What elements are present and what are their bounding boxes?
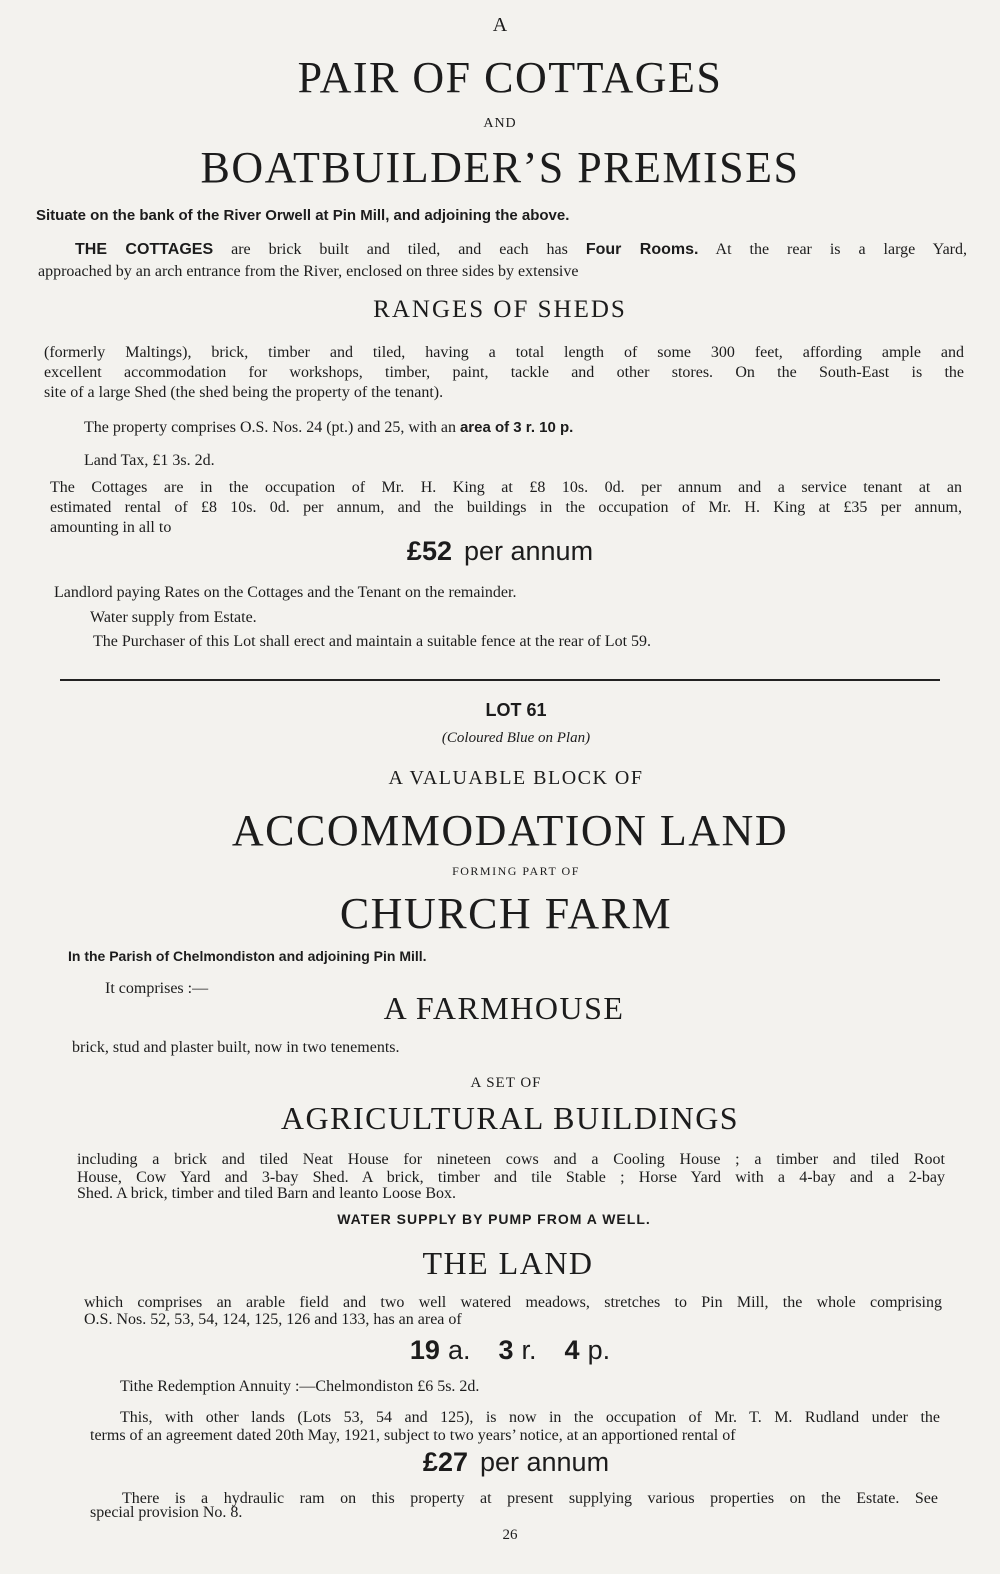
- heading-article: A: [492, 14, 508, 36]
- land-paragraph-line-1: which comprises an arable field and two well watered meadows, stretches to Pin Mill, the whole comprising: [84, 1294, 942, 1311]
- it-comprises: It comprises :—: [105, 980, 209, 997]
- ranges-paragraph-line-1: (formerly Maltings), brick, timber and tiled, having a total length of some 300 feet, affording ample and: [44, 344, 964, 361]
- heading-pair-of-cottages: PAIR OF COTTAGES: [297, 53, 723, 102]
- tithe-line: Tithe Redemption Annuity :—Chelmondiston £6 5s. 2d.: [120, 1378, 480, 1395]
- rudland-paragraph-line-1: This, with other lands (Lots 53, 54 and 125), is now in the occupation of Mr. T. M. Rudland under the: [120, 1409, 940, 1426]
- farmhouse-heading: A FARMHOUSE: [383, 990, 625, 1026]
- land-tax-line: Land Tax, £1 3s. 2d.: [84, 452, 215, 469]
- water-supply-line: WATER SUPPLY BY PUMP FROM A WELL.: [337, 1211, 651, 1227]
- situate-line: Situate on the bank of the River Orwell at Pin Mill, and adjoining the above.: [36, 207, 570, 224]
- water-line: Water supply from Estate.: [90, 609, 257, 626]
- ranges-paragraph-line-3: site of a large Shed (the shed being the property of the tenant).: [44, 384, 444, 401]
- farmhouse-description: brick, stud and plaster built, now in two tenements.: [72, 1039, 400, 1056]
- lot-number: LOT 61: [485, 700, 547, 720]
- occupation-paragraph-line-3: amounting in all to: [50, 519, 172, 536]
- agricultural-buildings-heading: AGRICULTURAL BUILDINGS: [280, 1100, 740, 1136]
- land-paragraph-line-2: O.S. Nos. 52, 53, 54, 124, 125, 126 and 133, has an area of: [84, 1311, 462, 1328]
- buildings-paragraph-line-1: including a brick and tiled Neat House for nineteen cows and a Cooling House ; a timber and tiled Root: [77, 1151, 945, 1168]
- page-number: 26: [502, 1527, 518, 1543]
- ranges-of-sheds-heading: RANGES OF SHEDS: [373, 296, 627, 323]
- accommodation-land-heading: ACCOMMODATION LAND: [231, 806, 789, 855]
- occupation-paragraph-line-2: estimated rental of £8 10s. 0d. per annum, and the buildings in the occupation of Mr. H. King at £35 per annum,: [50, 499, 962, 516]
- set-of-line: A SET OF: [470, 1075, 542, 1091]
- lot60-rent: £52 per annum: [406, 536, 594, 566]
- lot61-rent: £27 per annum: [422, 1447, 610, 1477]
- buildings-paragraph-line-3: Shed. A brick, timber and tiled Barn and leanto Loose Box.: [77, 1185, 457, 1202]
- landlord-line: Landlord paying Rates on the Cottages and the Tenant on the remainder.: [54, 584, 517, 601]
- occupation-paragraph-line-1: The Cottages are in the occupation of Mr. H. King at £8 10s. 0d. per annum and a service tenant at an: [50, 479, 962, 496]
- forming-part-of: FORMING PART OF: [452, 864, 580, 878]
- heading-boatbuilders-premises: BOATBUILDER’S PREMISES: [200, 143, 800, 192]
- cottages-paragraph-line-2: approached by an arch entrance from the River, enclosed on three sides by extensive: [38, 263, 579, 280]
- heading-and: AND: [483, 116, 517, 131]
- land-area: 19 a. 3 r. 4 p.: [409, 1335, 611, 1365]
- purchaser-line: The Purchaser of this Lot shall erect and maintain a suitable fence at the rear of Lot 59.: [93, 633, 652, 650]
- church-farm-heading: CHURCH FARM: [339, 889, 673, 938]
- buildings-paragraph-line-2: House, Cow Yard and 3-bay Shed. A brick, timber and tile Stable ; Horse Yard with a 4-bay and a 2-bay: [77, 1169, 945, 1186]
- the-land-heading: THE LAND: [422, 1245, 594, 1281]
- valuable-block-line: A VALUABLE BLOCK OF: [388, 767, 644, 789]
- parish-line: In the Parish of Chelmondiston and adjoining Pin Mill.: [68, 948, 427, 964]
- ranges-paragraph-line-2: excellent accommodation for workshops, timber, paint, tackle and other stores. On the South-East is the: [44, 364, 964, 381]
- property-line: The property comprises O.S. Nos. 24 (pt.) and 25, with an area of 3 r. 10 p.: [84, 419, 574, 436]
- ram-paragraph-line-1: There is a hydraulic ram on this property at present supplying various properties on the Estate. See: [122, 1490, 938, 1507]
- rudland-paragraph-line-2: terms of an agreement dated 20th May, 1921, subject to two years’ notice, at an apportioned rental of: [90, 1427, 736, 1444]
- ram-paragraph-line-2: special provision No. 8.: [90, 1504, 243, 1521]
- plan-note: (Coloured Blue on Plan): [441, 730, 591, 746]
- cottages-paragraph-line-1: THE COTTAGES are brick built and tiled, and each has Four Rooms. At the rear is a large Yard,: [75, 241, 967, 258]
- section-divider: [60, 679, 940, 681]
